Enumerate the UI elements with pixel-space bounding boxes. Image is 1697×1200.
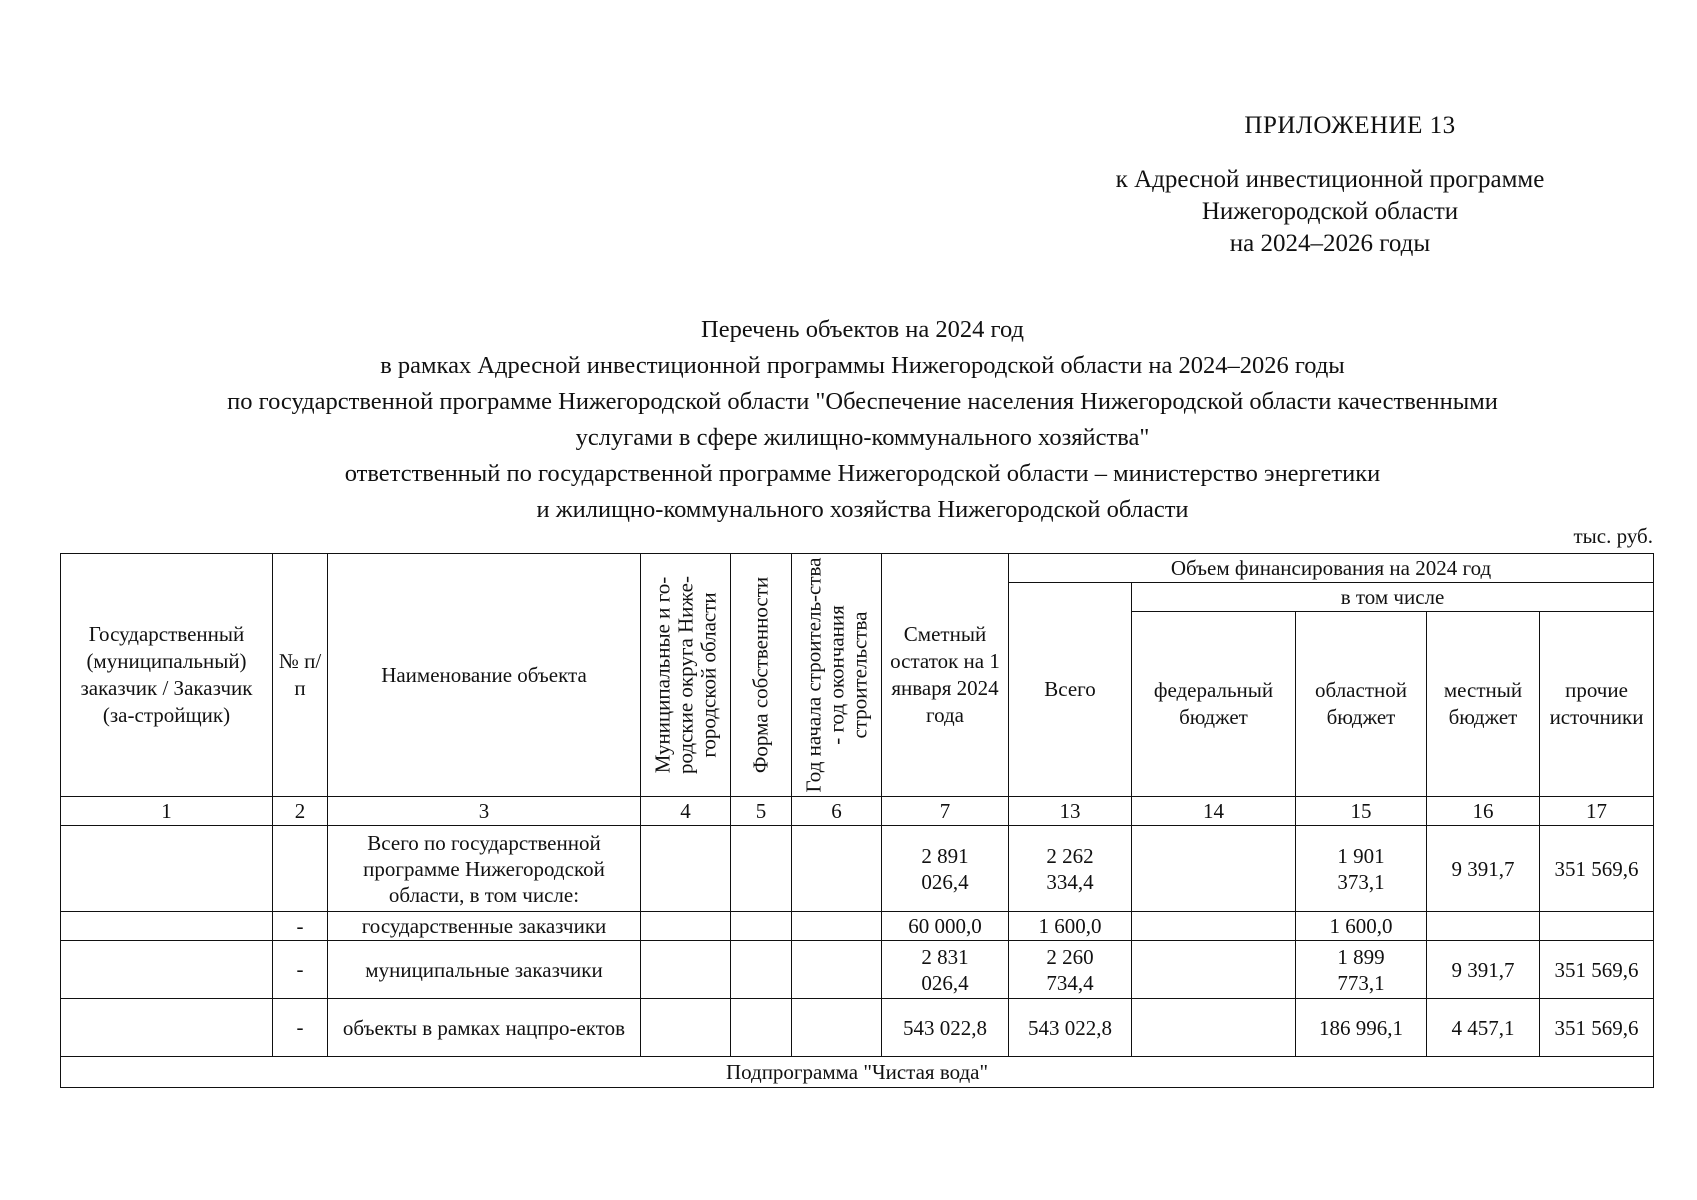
row-districts [641,912,731,941]
title-line-5: ответственный по государственной программе Нижегородской области – министерство энергетики [344,460,1381,487]
header-federal: федеральный бюджет [1132,612,1296,797]
header-financing: Объем финансирования на 2024 год [1009,554,1654,583]
document-title [60,312,1665,528]
row-estimate-line-2: 026,4 [921,869,969,894]
header-estimate: Сметный остаток на 1 января 2024 года [882,554,1009,797]
row-regional-line-1: 1 899 [1337,944,1385,969]
row-federal [1132,826,1296,912]
row-total-line-1: 2 260 [1046,944,1094,969]
row-regional-line-2: 373,1 [1337,869,1385,894]
appendix-reference-line-1: к Адресной инвестиционной программе [1115,166,1545,193]
row-estimate-line-2: 026,4 [921,970,969,995]
row-estimate: 60 000,0 [882,912,1009,941]
row-districts [641,941,731,999]
row-regional: 186 996,1 [1296,999,1427,1057]
column-number: 4 [641,797,731,826]
row-ownership [731,912,792,941]
header-years-text: Год начала строитель-ства - год окончания строительства [801,557,871,793]
column-number: 13 [1009,797,1132,826]
column-number: 7 [882,797,1009,826]
column-number: 17 [1540,797,1654,826]
row-total-line-2: 734,4 [1046,970,1094,995]
table-row-total [61,826,1654,912]
header-ownership-text: Форма собственности [748,576,773,774]
units-label: тыс. руб. [1573,524,1653,548]
row-other: 351 569,6 [1540,941,1654,999]
table-row-municipal-customers [61,941,1654,999]
row-ownership [731,941,792,999]
row-regional-line-2: 773,1 [1337,970,1385,995]
row-total-line-2: 334,4 [1046,869,1094,894]
header-local: местный бюджет [1427,612,1540,797]
row-ownership [731,826,792,912]
row-total [1009,826,1132,912]
row-regional [1296,941,1427,999]
header-ownership [731,554,792,797]
row-number: - [273,999,328,1057]
title-line-2: в рамках Адресной инвестиционной программы Нижегородской области на 2024–2026 годы [380,352,1345,379]
row-number: - [273,941,328,999]
row-federal [1132,912,1296,941]
header-years [792,554,882,797]
row-estimate [882,941,1009,999]
row-other: 351 569,6 [1540,826,1654,912]
column-number: 15 [1296,797,1427,826]
header-total: Всего [1009,583,1132,797]
header-row-1 [61,554,1654,583]
row-object-name: объекты в рамках нацпро-ектов [328,999,641,1057]
row-object-name: муниципальные заказчики [328,941,641,999]
appendix-reference-line-3: на 2024–2026 годы [1229,230,1431,257]
row-estimate: 543 022,8 [882,999,1009,1057]
header-number: № п/п [273,554,328,797]
column-number: 6 [792,797,882,826]
header-districts [641,554,731,797]
title-line-1: Перечень объектов на 2024 год [701,316,1024,343]
header-customer: Государственный (муниципальный) заказчик / Заказчик (за-стройщик) [61,554,273,797]
row-local: 9 391,7 [1427,941,1540,999]
row-regional [1296,826,1427,912]
appendix-reference-line-2: Нижегородской области [1201,198,1459,225]
column-number: 14 [1132,797,1296,826]
subprogram-row [61,1057,1654,1088]
row-local: 9 391,7 [1427,826,1540,912]
row-districts [641,826,731,912]
header-including: в том числе [1132,583,1654,612]
row-customer [61,941,273,999]
row-other [1540,912,1654,941]
header-other: прочие источники [1540,612,1654,797]
table-row-national-projects [61,999,1654,1057]
row-estimate-line-1: 2 891 [921,843,969,868]
row-years [792,941,882,999]
column-numbers-row [61,797,1654,826]
header-regional: областной бюджет [1296,612,1427,797]
row-ownership [731,999,792,1057]
subprogram-title: Подпрограмма "Чистая вода" [61,1057,1654,1088]
row-estimate [882,826,1009,912]
row-number [273,826,328,912]
row-federal [1132,941,1296,999]
row-total: 1 600,0 [1009,912,1132,941]
row-local: 4 457,1 [1427,999,1540,1057]
row-years [792,999,882,1057]
row-years [792,826,882,912]
row-local [1427,912,1540,941]
title-line-4: услугами в сфере жилищно-коммунального хозяйства" [575,424,1150,451]
row-customer [61,999,273,1057]
row-other: 351 569,6 [1540,999,1654,1057]
column-number: 1 [61,797,273,826]
row-object-name: Всего по государственной программе Нижегородской области, в том числе: [328,826,641,912]
header-districts-text: Муниципальные и го-родские округа Ниже-городской области [650,576,720,774]
row-regional-line-1: 1 901 [1337,843,1385,868]
column-number: 2 [273,797,328,826]
row-total [1009,941,1132,999]
row-customer [61,826,273,912]
row-estimate-line-1: 2 831 [921,944,969,969]
appendix-label: ПРИЛОЖЕНИЕ 13 [1244,112,1456,139]
header-object-name: Наименование объекта [328,554,641,797]
table-row-state-customers [61,912,1654,941]
row-years [792,912,882,941]
row-number: - [273,912,328,941]
row-federal [1132,999,1296,1057]
row-total: 543 022,8 [1009,999,1132,1057]
column-number: 3 [328,797,641,826]
objects-table [60,553,1654,1088]
row-districts [641,999,731,1057]
row-customer [61,912,273,941]
row-object-name: государственные заказчики [328,912,641,941]
column-number: 5 [731,797,792,826]
column-number: 16 [1427,797,1540,826]
row-regional: 1 600,0 [1296,912,1427,941]
appendix-reference [1075,164,1585,260]
row-total-line-1: 2 262 [1046,843,1094,868]
title-line-3: по государственной программе Нижегородской области "Обеспечение населения Нижегородской области качественными [227,388,1498,415]
title-line-6: и жилищно-коммунального хозяйства Нижегородской области [536,496,1189,523]
